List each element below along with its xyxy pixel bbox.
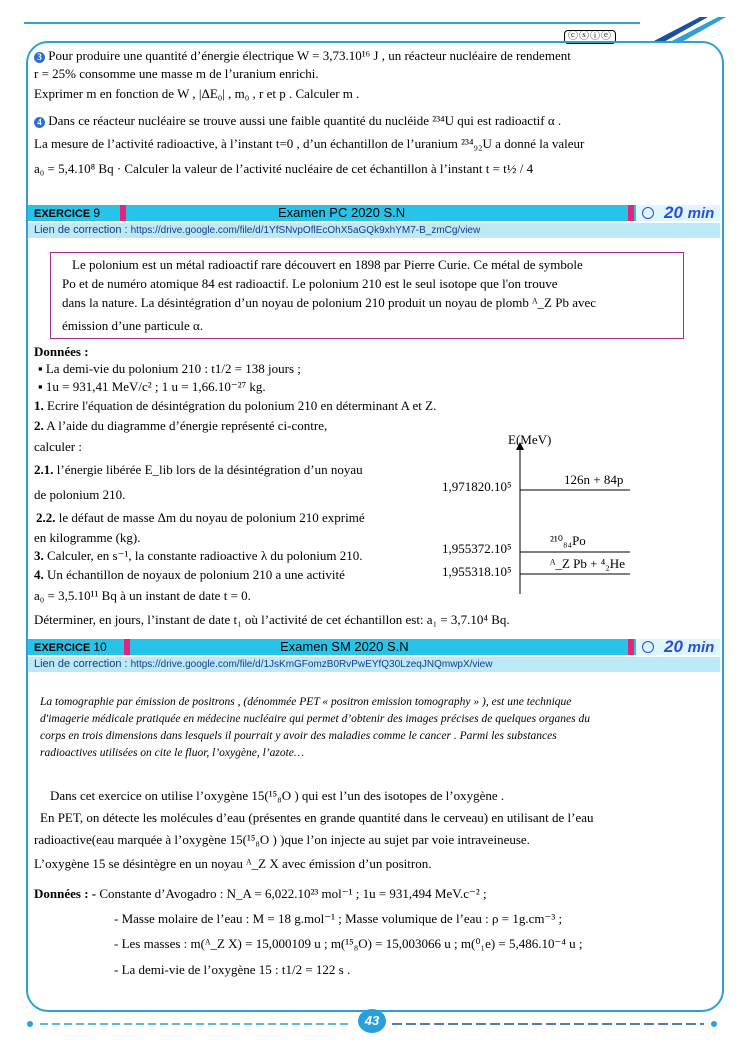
ex10-donnees-4: - La demi-vie de l’oxygène 15 : t1/2 = 122 s . [114, 962, 351, 977]
pink-marker [628, 205, 634, 221]
correction-link[interactable]: https://drive.google.com/file/d/1JsKmGFomzB0RvPwEYfQ30LzeqJNQmwpX/view [130, 659, 493, 670]
ex9-q1: 1. Ecrire l'équation de désintégration du polonium 210 en déterminant A et Z. [34, 398, 437, 413]
ex9-q21b: de polonium 210. [34, 487, 126, 502]
ex10-donnees-2: - Masse molaire de l’eau : M = 18 g.mol⁻¹ ; Masse volumique de l’eau : ρ = 1g.cm⁻³ ; [114, 911, 563, 926]
clock-icon [642, 641, 654, 653]
ex9-intro-3: dans la nature. La désintégration d’un noyau de polonium 210 produit un noyau de plomb ᴬ_Z Pb avec [62, 295, 597, 310]
ex9-q22b: en kilogramme (kg). [34, 530, 141, 545]
ex10-intro-2: d'imagerie médicale pratiquée en médecine nucléaire qui permet d’obtenir des images précises de quelques organes du [40, 713, 590, 725]
ex9-q4a: 4. Un échantillon de noyaux de polonium 210 a une activité [34, 567, 345, 582]
ex9-donnees-title: Données : [34, 344, 89, 359]
ex9-donnee-1: ▪ La demi-vie du polonium 210 : t1/2 = 138 jours ; [38, 361, 301, 376]
ex9-q3: 3. Calculer, en s⁻¹, la constante radioactive λ du polonium 210. [34, 548, 363, 563]
q4-number-badge: 4 [34, 117, 45, 128]
energy-axis-label: E(MeV) [508, 432, 552, 447]
q3-line1 [34, 48, 571, 64]
ex9-q21a: 2.1. l’énergie libérée E_lib lors de la désintégration d’un noyau [34, 462, 363, 477]
exercise-10-title: Examen SM 2020 S.N [280, 639, 409, 654]
exercise-9-title: Examen PC 2020 S.N [278, 205, 406, 220]
ex10-donnees-3: - Les masses : m(ᴬ_Z X) = 15,000109 u ; m(¹⁵₈O) = 15,003066 u ; m(⁰₁e) = 5,486.10⁻⁴ u ; [114, 936, 583, 951]
level-3-value: 1,955318.10⁵ [442, 564, 512, 579]
q4-text-1: Dans ce réacteur nucléaire se trouve aussi une faible quantité du nucléide ²³⁴U qui est radioactif α . [48, 113, 562, 128]
ex9-q2a: 2. A l’aide du diagramme d’énergie représenté ci-contre, [34, 418, 328, 433]
ex9-q4c: Déterminer, en jours, l’instant de date t₁ où l’activité de cet échantillon est: a₁ = 3,7.10⁴ Bq. [34, 612, 510, 627]
level-3-label: ᴬ_Z Pb + ⁴₂He [550, 556, 625, 571]
ex9-intro-1: Le polonium est un métal radioactif rare découvert en 1898 par Pierre Curie. Ce métal de symbole [72, 257, 583, 272]
level-2-label: ²¹⁰₈₄Po [550, 533, 586, 548]
exercise-9-label: EXERCICE 9 [34, 206, 100, 220]
ex10-p2b: radioactive(eau marquée à l’oxygène 15(¹⁵₈O ) )que l’on injecte au sujet par voie intraveineuse. [34, 832, 530, 847]
ex9-donnee-2: ▪ 1u = 931,41 MeV/c² ; 1 u = 1,66.10⁻²⁷ kg. [38, 379, 266, 394]
ex9-q22a: 2.2. le défaut de masse Δm du noyau de polonium 210 exprimé [36, 510, 365, 525]
exercise-9-link-bar: Lien de correction : https://drive.google.com/file/d/1YfSNvpOflEcOhX5aGQk9xhYM7-B_zmCg/view [28, 223, 720, 238]
ex10-p2a: En PET, on détecte les molécules d’eau (présentes en grande quantité dans le cerveau) en utilisant de l’eau [40, 810, 594, 825]
page-number: 43 [358, 1009, 386, 1033]
clock-icon [642, 207, 654, 219]
q3-number-badge: 3 [34, 52, 45, 63]
license-badge: ⓒⓢⓘⓔ [564, 30, 616, 44]
q3-text-1: Pour produire une quantité d’énergie électrique W = 3,73.10¹⁶ J , un réacteur nucléaire de rendement [48, 48, 571, 63]
level-1-value: 1,971820.10⁵ [442, 479, 512, 494]
exercise-9-time: 20 min [636, 205, 720, 221]
ex10-p3: L’oxygène 15 se désintègre en un noyau ᴬ_Z X avec émission d’un positron. [34, 856, 432, 871]
exercise-10-label: EXERCICE 10 [34, 640, 107, 654]
correction-link[interactable]: https://drive.google.com/file/d/1YfSNvpOflEcOhX5aGQk9xhYM7-B_zmCg/view [130, 225, 481, 236]
ex10-intro-3: corps en trois dimensions dans lesquels il pourrait y avoir des maladies comme le cancer . Parmi les substances [40, 730, 557, 742]
exercise-10-time: 20 min [636, 639, 720, 655]
q3-line2: r = 25% consomme une masse m de l’uranium enrichi. [34, 66, 319, 81]
q4-line3: a₀ = 5,4.10⁸ Bq · Calculer la valeur de l’activité nucléaire de cet échantillon à l’instant t = t½ / 4 [34, 161, 534, 176]
ex9-q2b: calculer : [34, 439, 82, 454]
ex9-intro-2: Po et de numéro atomique 84 est radioactif. Le polonium 210 est le seul isotope que l'on trouve [62, 276, 558, 291]
pink-marker [124, 639, 130, 655]
exercise-10-link-bar: Lien de correction : https://drive.google.com/file/d/1JsKmGFomzB0RvPwEYfQ30LzeqJNQmwpX/view [28, 657, 720, 672]
ex10-donnees-1: Données : - Constante d’Avogadro : N_A = 6,022.10²³ mol⁻¹ ; 1u = 931,494 MeV.c⁻² ; [34, 886, 487, 901]
ex10-intro-4: radioactives utilisées on cite le fluor, l’oxygène, l’azote… [40, 747, 305, 759]
ex10-p1: Dans cet exercice on utilise l’oxygène 15(¹⁵₈O ) qui est l’un des isotopes de l’oxygène . [50, 788, 505, 803]
ex10-intro-1: La tomographie par émission de positrons , (dénommée PET « positron emission tomography » ), est une technique [40, 696, 572, 708]
q4-line1 [34, 113, 561, 129]
level-2-value: 1,955372.10⁵ [442, 541, 512, 556]
exercise-9-header [28, 205, 720, 221]
q3-line3: Exprimer m en fonction de W , |ΔE₀| , m₀ , r et p . Calculer m . [34, 86, 360, 101]
level-1-label: 126n + 84p [564, 472, 624, 487]
ex9-intro-4: émission d’une particule α. [62, 318, 204, 333]
pink-marker [628, 639, 634, 655]
ex9-q4b: a₀ = 3,5.10¹¹ Bq à un instant de date t = 0. [34, 588, 251, 603]
pink-marker [120, 205, 126, 221]
q4-line2: La mesure de l’activité radioactive, à l’instant t=0 , d’un échantillon de l’uranium ²³⁴₉₂U a donné la valeur [34, 136, 585, 151]
exercise-10-header [28, 639, 720, 655]
